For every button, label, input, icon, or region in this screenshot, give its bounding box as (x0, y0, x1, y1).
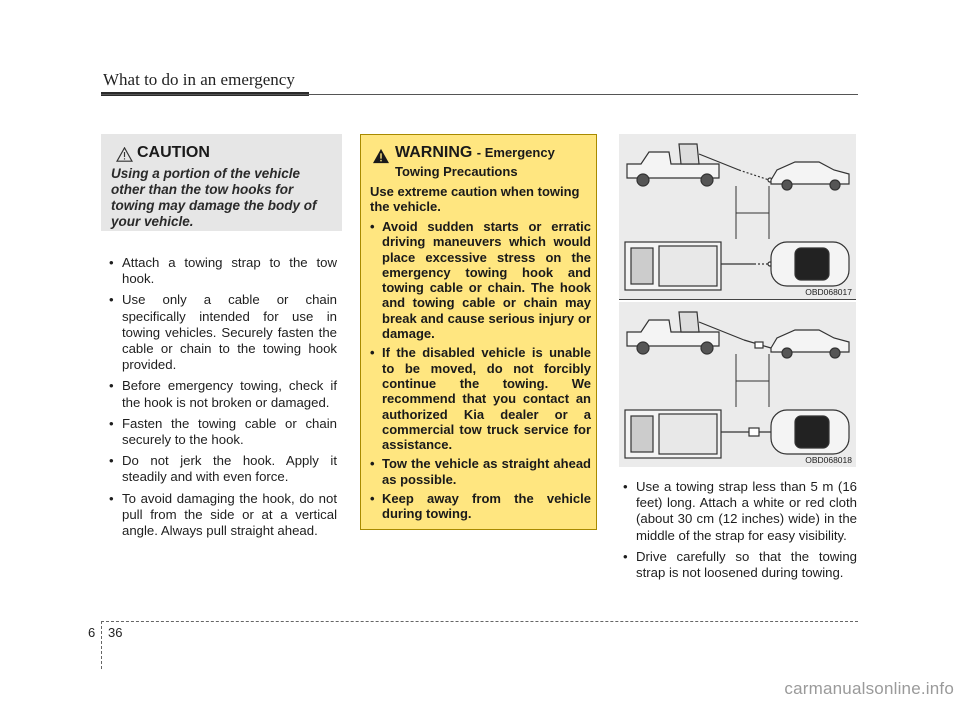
warning-list (370, 219, 591, 526)
list-item: • Use a towing strap less than 5 m (16 feet) long. Attach a white or red cloth (about 30 cm (12 inches) wide) in the middle of the strap for easy visibility. (619, 479, 857, 544)
list-item: • Attach a towing strap to the tow hook. (105, 255, 337, 287)
list-item: • Fasten the towing cable or chain securely to the hook. (105, 416, 337, 448)
warning-triangle-icon (372, 148, 390, 164)
warning-item: • Keep away from the vehicle during towing. (370, 491, 591, 522)
warning-subtitle: - Emergency (476, 145, 555, 160)
watermark: carmanualsonline.info (784, 679, 954, 698)
warning-box (360, 134, 597, 530)
list-item: • Use only a cable or chain specifically intended for use in towing vehicles. Securely fasten the cable or chain to the towing hook provided. (105, 292, 337, 373)
figure-code: OBD068018 (805, 455, 852, 465)
warning-title (395, 144, 555, 162)
warning-item: • Tow the vehicle as straight ahead as possible. (370, 456, 591, 487)
warning-subtitle-2: Towing Precautions (395, 164, 518, 179)
caution-box (101, 134, 342, 231)
figure-divider (619, 299, 856, 300)
page-number: 36 (108, 625, 123, 640)
list-item: • Do not jerk the hook. Apply it steadily and with even force. (105, 453, 337, 485)
warning-item: • Avoid sudden starts or erratic driving maneuvers which would place excessive stress on the emergency towing hook and towing cable or chain. The hook and towing cable or chain may break and cause serious injury or damage. (370, 219, 591, 341)
chapter-number: 6 (88, 625, 96, 640)
figure-code: OBD068017 (805, 287, 852, 297)
warning-intro: Use extreme caution when towing the vehicle. (370, 184, 580, 215)
footer-vertical-divider (101, 621, 102, 669)
list-item: • To avoid damaging the hook, do not pull from the side or at a vertical angle. Always pull straight ahead. (105, 491, 337, 540)
towing-strap-list (619, 479, 857, 586)
caution-text: Using a portion of the vehicle other than the tow hooks for towing may damage the body of your vehicle. (111, 166, 317, 229)
page-header-title: What to do in an emergency (103, 70, 295, 89)
footer-divider (101, 621, 858, 622)
caution-triangle-icon (116, 147, 133, 162)
warning-item: • If the disabled vehicle is unable to be moved, do not forcibly continue the towing. We recommend that you contact an authorized Kia dealer or a commercial tow truck service for assistance. (370, 345, 591, 452)
list-item: • Before emergency towing, check if the hook is not broken or damaged. (105, 378, 337, 410)
towing-illustration-2 (619, 302, 856, 467)
tow-truck-illustration (619, 302, 856, 467)
warning-label: WARNING (395, 144, 473, 161)
towing-instructions-list (105, 255, 337, 544)
towing-illustration-1 (619, 134, 856, 299)
caution-title: CAUTION (137, 144, 210, 161)
list-item: • Drive carefully so that the towing strap is not loosened during towing. (619, 549, 857, 581)
header-divider (101, 94, 858, 95)
tow-truck-illustration (619, 134, 856, 299)
